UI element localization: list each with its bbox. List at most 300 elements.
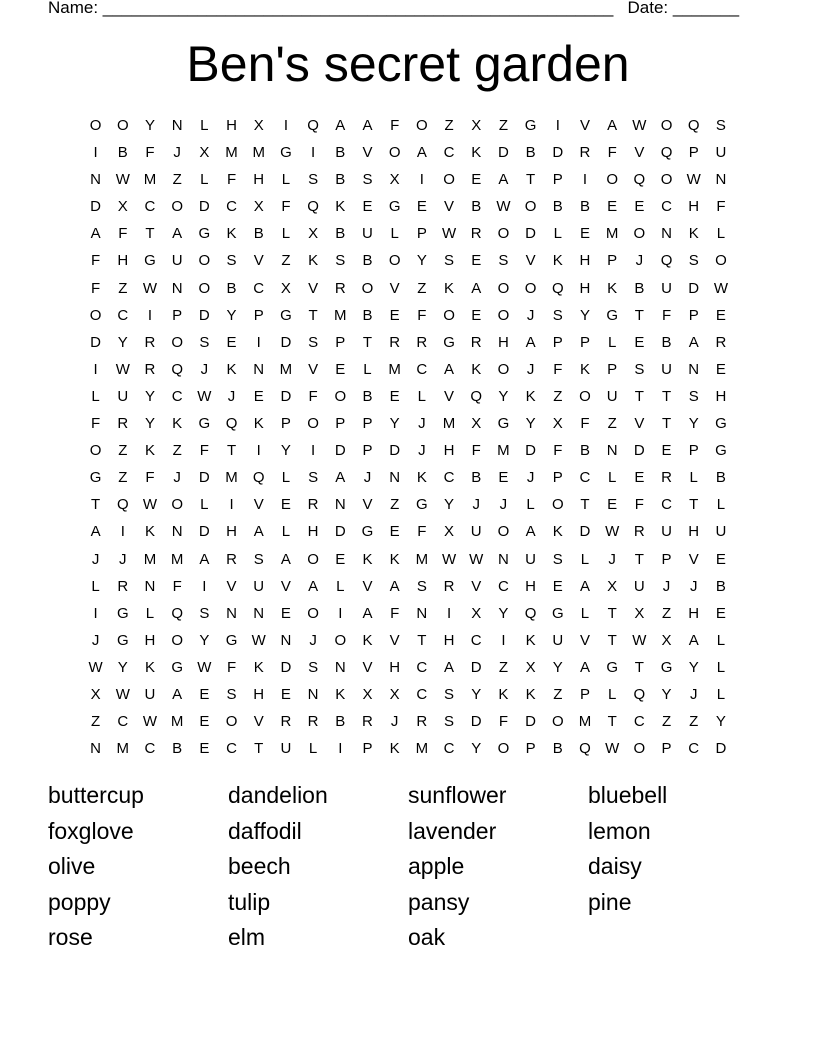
grid-letter: E: [715, 360, 726, 378]
grid-letter: E: [471, 252, 482, 270]
grid-letter: W: [469, 550, 484, 568]
grid-row: [82, 464, 735, 491]
grid-letter: T: [308, 306, 318, 324]
grid-letter: J: [227, 387, 236, 405]
grid-letter: A: [444, 360, 455, 378]
grid-letter: O: [171, 198, 183, 216]
grid-letter: E: [253, 387, 264, 405]
grid-letter: U: [661, 360, 672, 378]
word-list-item: tulip: [228, 888, 271, 915]
grid-letter: K: [335, 198, 346, 216]
grid-letter: Q: [660, 144, 673, 162]
grid-letter: Z: [498, 658, 508, 676]
grid-letter: N: [280, 631, 292, 649]
grid-letter: W: [115, 360, 130, 378]
grid-letter: N: [307, 685, 319, 703]
grid-letter: P: [661, 550, 672, 568]
grid-letter: F: [580, 415, 590, 433]
grid-letter: R: [416, 333, 428, 351]
grid-letter: O: [497, 306, 510, 324]
grid-letter: O: [307, 550, 319, 568]
grid-letter: W: [142, 713, 158, 731]
grid-letter: S: [199, 604, 210, 622]
grid-letter: Q: [687, 117, 700, 134]
grid-letter: C: [470, 631, 482, 649]
grid-letter: T: [607, 604, 617, 622]
grid-letter: O: [388, 144, 401, 162]
grid-letter: E: [199, 713, 210, 731]
grid-letter: O: [334, 631, 347, 649]
grid-letter: U: [280, 740, 292, 758]
grid-letter: T: [526, 171, 536, 189]
grid-row: [82, 735, 735, 762]
grid-letter: I: [283, 117, 288, 134]
grid-letter: P: [688, 306, 699, 324]
grid-letter: C: [117, 306, 129, 324]
grid-letter: Y: [389, 415, 400, 433]
grid-letter: Y: [498, 604, 509, 622]
grid-letter: O: [497, 740, 510, 758]
grid-letter: O: [497, 225, 510, 243]
grid-letter: R: [144, 360, 156, 378]
grid-row: [82, 573, 735, 600]
grid-letter: K: [416, 469, 427, 487]
grid-letter: D: [688, 279, 700, 297]
grid-letter: H: [579, 279, 591, 297]
grid-letter: A: [362, 604, 373, 622]
grid-letter: D: [334, 442, 346, 460]
grid-letter: I: [120, 523, 125, 541]
grid-letter: G: [388, 198, 401, 216]
grid-letter: L: [580, 604, 590, 622]
grid-letter: B: [715, 469, 726, 487]
grid-letter: C: [661, 198, 672, 216]
grid-letter: D: [334, 523, 346, 541]
grid-letter: M: [143, 171, 157, 189]
grid-letter: K: [226, 225, 237, 243]
grid-letter: J: [689, 577, 698, 595]
grid-letter: D: [90, 198, 102, 216]
grid-letter: O: [116, 117, 129, 134]
grid-letter: O: [579, 387, 591, 405]
grid-letter: K: [552, 523, 563, 541]
grid-letter: E: [471, 171, 482, 189]
grid-letter: F: [91, 252, 101, 270]
grid-row: [82, 410, 735, 437]
grid-letter: G: [606, 658, 618, 676]
grid-letter: B: [335, 225, 346, 243]
grid-letter: I: [501, 631, 506, 649]
grid-row: [82, 356, 735, 383]
grid-letter: D: [633, 442, 645, 460]
grid-letter: E: [471, 306, 482, 324]
grid-letter: K: [471, 144, 482, 162]
grid-letter: Y: [498, 387, 509, 405]
grid-letter: M: [334, 306, 347, 324]
grid-letter: S: [253, 550, 264, 568]
grid-letter: X: [444, 523, 455, 541]
grid-letter: G: [280, 144, 292, 162]
grid-letter: L: [417, 387, 427, 405]
grid-letter: F: [118, 225, 128, 243]
grid-letter: L: [580, 550, 590, 568]
grid-letter: B: [552, 198, 563, 216]
grid-letter: J: [418, 415, 426, 433]
grid-letter: Y: [416, 252, 427, 270]
grid-letter: U: [715, 523, 727, 541]
grid-letter: S: [308, 658, 319, 676]
grid-letter: T: [417, 631, 427, 649]
grid-letter: Z: [390, 496, 400, 514]
grid-letter: N: [334, 496, 346, 514]
grid-letter: B: [634, 279, 645, 297]
grid-letter: F: [498, 713, 508, 731]
grid-letter: B: [226, 279, 237, 297]
grid-letter: C: [688, 740, 700, 758]
grid-letter: M: [170, 550, 184, 568]
grid-letter: D: [525, 442, 537, 460]
grid-letter: V: [308, 279, 319, 297]
grid-letter: L: [91, 577, 100, 595]
grid-letter: Q: [307, 117, 319, 134]
grid-letter: E: [715, 306, 726, 324]
grid-letter: N: [171, 117, 183, 134]
grid-letter: N: [171, 523, 183, 541]
grid-letter: W: [632, 117, 647, 134]
grid-letter: W: [605, 523, 620, 541]
grid-letter: W: [632, 631, 647, 649]
grid-letter: O: [497, 360, 510, 378]
grid-letter: E: [715, 604, 726, 622]
grid-letter: E: [362, 198, 373, 216]
grid-letter: Z: [172, 171, 182, 189]
grid-letter: X: [253, 117, 264, 134]
grid-letter: G: [171, 658, 183, 676]
grid-letter: E: [199, 740, 210, 758]
grid-letter: F: [91, 279, 101, 297]
grid-letter: B: [335, 144, 346, 162]
page-title: Ben's secret garden: [186, 36, 630, 92]
grid-letter: N: [334, 658, 346, 676]
grid-letter: D: [198, 198, 210, 216]
grid-letter: L: [526, 496, 535, 514]
grid-letter: V: [579, 117, 590, 134]
grid-letter: H: [443, 631, 455, 649]
grid-letter: H: [389, 658, 401, 676]
grid-letter: R: [715, 333, 727, 351]
grid-letter: X: [90, 685, 101, 703]
grid-letter: X: [253, 198, 264, 216]
grid-letter: C: [443, 469, 455, 487]
grid-letter: O: [633, 225, 646, 243]
grid-letter: O: [171, 333, 183, 351]
grid-letter: A: [172, 225, 183, 243]
grid-letter: P: [416, 225, 427, 243]
grid-letter: F: [661, 306, 672, 324]
grid-letter: V: [444, 198, 455, 216]
grid-letter: R: [470, 225, 482, 243]
grid-letter: G: [660, 658, 673, 676]
grid-letter: L: [145, 604, 155, 622]
word-list-item: bluebell: [588, 782, 668, 808]
grid-letter: O: [89, 442, 102, 460]
grid-letter: R: [362, 713, 373, 731]
grid-letter: R: [579, 144, 591, 162]
grid-letter: O: [497, 279, 510, 297]
grid-letter: E: [634, 198, 645, 216]
grid-letter: L: [91, 387, 100, 405]
grid-letter: T: [689, 496, 699, 514]
grid-letter: C: [253, 279, 265, 297]
grid-letter: L: [308, 740, 318, 758]
grid-letter: D: [280, 333, 292, 351]
word-list-item: daisy: [588, 853, 642, 880]
grid-letter: H: [226, 523, 237, 541]
grid-letter: P: [552, 171, 563, 189]
grid-letter: C: [579, 469, 591, 487]
grid-letter: I: [419, 171, 424, 189]
grid-letter: X: [389, 171, 400, 189]
grid-letter: R: [307, 496, 319, 514]
grid-letter: G: [416, 496, 428, 514]
grid-letter: D: [198, 469, 210, 487]
grid-letter: Z: [553, 387, 563, 405]
grid-letter: A: [416, 144, 427, 162]
grid-letter: J: [418, 442, 426, 460]
grid-letter: N: [389, 469, 401, 487]
grid-letter: J: [526, 306, 535, 324]
grid-letter: X: [661, 631, 672, 649]
grid-letter: B: [471, 198, 482, 216]
grid-letter: N: [661, 225, 672, 243]
grid-letter: O: [307, 415, 319, 433]
grid-letter: W: [197, 658, 212, 676]
grid-letter: M: [388, 360, 401, 378]
grid-letter: B: [471, 469, 482, 487]
grid-letter: A: [362, 117, 373, 134]
grid-letter: V: [253, 252, 264, 270]
grid-letter: V: [444, 387, 455, 405]
grid-row: [82, 275, 735, 302]
grid-letter: K: [688, 225, 699, 243]
grid-letter: M: [415, 550, 429, 568]
grid-letter: Y: [117, 333, 128, 351]
grid-letter: B: [362, 387, 373, 405]
grid-letter: U: [525, 550, 537, 568]
grid-letter: D: [389, 442, 401, 460]
grid-letter: R: [443, 577, 455, 595]
grid-letter: H: [253, 685, 265, 703]
grid-letter: W: [88, 658, 103, 676]
grid-letter: W: [605, 740, 620, 758]
grid-letter: Z: [417, 279, 427, 297]
grid-letter: Y: [471, 740, 482, 758]
grid-letter: N: [144, 577, 156, 595]
grid-letter: J: [173, 144, 181, 162]
grid-letter: V: [389, 279, 400, 297]
grid-letter: F: [716, 198, 726, 216]
grid-letter: B: [661, 333, 672, 351]
grid-letter: Q: [116, 496, 129, 514]
word-list-item: lavender: [408, 817, 497, 844]
grid-row: [82, 329, 735, 356]
grid-letter: H: [144, 631, 156, 649]
grid-letter: F: [226, 171, 237, 189]
grid-letter: R: [661, 469, 672, 487]
grid-letter: A: [444, 658, 455, 676]
grid-letter: E: [552, 577, 563, 595]
grid-letter: V: [634, 415, 645, 433]
grid-letter: I: [229, 496, 234, 514]
grid-letter: Q: [633, 171, 646, 189]
grid-letter: H: [226, 117, 237, 134]
word-list-item: sunflower: [408, 782, 507, 808]
grid-letter: F: [553, 442, 563, 460]
grid-letter: D: [525, 713, 537, 731]
grid-letter: W: [115, 171, 130, 189]
grid-letter: V: [688, 550, 699, 568]
grid-letter: A: [579, 577, 590, 595]
grid-letter: P: [172, 306, 183, 324]
grid-letter: E: [335, 550, 346, 568]
grid-letter: X: [525, 658, 536, 676]
grid-letter: Y: [471, 685, 482, 703]
grid-letter: I: [93, 360, 98, 378]
grid-letter: G: [497, 415, 510, 433]
date-field-label: Date: _______: [627, 0, 740, 17]
grid-letter: U: [253, 577, 265, 595]
grid-letter: K: [498, 685, 509, 703]
grid-letter: L: [281, 523, 291, 541]
grid-letter: O: [171, 631, 183, 649]
grid-letter: Z: [118, 442, 128, 460]
grid-letter: Y: [688, 415, 699, 433]
grid-letter: B: [172, 740, 183, 758]
grid-letter: T: [254, 740, 264, 758]
grid-letter: I: [93, 144, 98, 162]
grid-letter: Y: [525, 415, 536, 433]
grid-letter: T: [226, 442, 237, 460]
grid-letter: X: [552, 415, 563, 433]
grid-letter: D: [525, 225, 537, 243]
grid-letter: B: [579, 198, 590, 216]
grid-letter: K: [525, 631, 536, 649]
grid-letter: H: [497, 333, 509, 351]
grid-letter: C: [226, 740, 237, 758]
grid-letter: X: [389, 685, 400, 703]
grid-letter: F: [634, 496, 644, 514]
grid-letter: J: [635, 252, 644, 270]
grid-letter: I: [311, 144, 316, 162]
grid-row: [82, 681, 735, 708]
grid-letter: Z: [91, 713, 101, 731]
grid-row: [82, 220, 735, 247]
grid-letter: I: [147, 306, 153, 324]
grid-letter: U: [552, 631, 564, 649]
grid-letter: K: [144, 442, 155, 460]
grid-letter: V: [226, 577, 237, 595]
grid-letter: S: [226, 252, 237, 270]
grid-letter: Q: [171, 604, 183, 622]
word-list: [48, 778, 768, 956]
grid-letter: U: [362, 225, 373, 243]
grid-letter: P: [552, 469, 563, 487]
grid-letter: X: [308, 225, 319, 243]
grid-letter: H: [253, 171, 265, 189]
grid-letter: H: [715, 387, 727, 405]
grid-letter: K: [144, 658, 155, 676]
grid-letter: Y: [579, 306, 590, 324]
grid-letter: S: [416, 577, 427, 595]
grid-letter: P: [335, 333, 346, 351]
grid-letter: K: [444, 279, 455, 297]
grid-letter: K: [226, 360, 237, 378]
grid-letter: O: [660, 171, 673, 189]
word-list-item: oak: [408, 924, 446, 951]
grid-letter: N: [606, 442, 618, 460]
grid-letter: R: [307, 713, 319, 731]
grid-letter: P: [362, 740, 373, 758]
grid-letter: R: [389, 333, 401, 351]
grid-letter: B: [525, 144, 536, 162]
grid-letter: P: [362, 442, 373, 460]
grid-letter: B: [579, 442, 590, 460]
grid-letter: V: [362, 658, 373, 676]
grid-row: [82, 302, 735, 329]
grid-letter: K: [389, 740, 400, 758]
grid-letter: S: [308, 171, 319, 189]
grid-letter: F: [281, 198, 291, 216]
grid-letter: Z: [172, 442, 182, 460]
grid-letter: M: [442, 415, 456, 433]
grid-letter: E: [498, 469, 509, 487]
grid-letter: I: [202, 577, 207, 595]
grid-letter: I: [256, 442, 261, 460]
grid-letter: M: [225, 144, 238, 162]
grid-letter: L: [716, 685, 726, 703]
grid-letter: B: [552, 740, 563, 758]
grid-letter: L: [553, 225, 562, 243]
grid-letter: E: [634, 333, 645, 351]
grid-letter: W: [115, 685, 130, 703]
word-search-grid: [82, 112, 735, 762]
grid-letter: W: [686, 171, 701, 189]
grid-letter: D: [552, 144, 564, 162]
grid-letter: M: [279, 360, 293, 378]
grid-letter: V: [634, 144, 645, 162]
word-list-item: buttercup: [48, 782, 144, 808]
grid-letter: X: [471, 415, 482, 433]
grid-letter: W: [441, 225, 457, 243]
grid-letter: E: [579, 225, 590, 243]
grid-letter: L: [716, 631, 726, 649]
grid-letter: W: [441, 550, 457, 568]
grid-letter: R: [470, 333, 482, 351]
grid-letter: A: [335, 469, 346, 487]
grid-letter: M: [170, 713, 184, 731]
grid-letter: O: [633, 740, 646, 758]
grid-letter: S: [552, 306, 563, 324]
grid-letter: W: [197, 387, 212, 405]
grid-letter: F: [471, 442, 481, 460]
grid-letter: Y: [688, 658, 699, 676]
grid-letter: I: [311, 442, 316, 460]
grid-letter: Z: [444, 117, 454, 134]
grid-letter: Z: [607, 415, 617, 433]
grid-letter: O: [497, 523, 510, 541]
grid-letter: A: [199, 550, 210, 568]
grid-letter: U: [470, 523, 482, 541]
